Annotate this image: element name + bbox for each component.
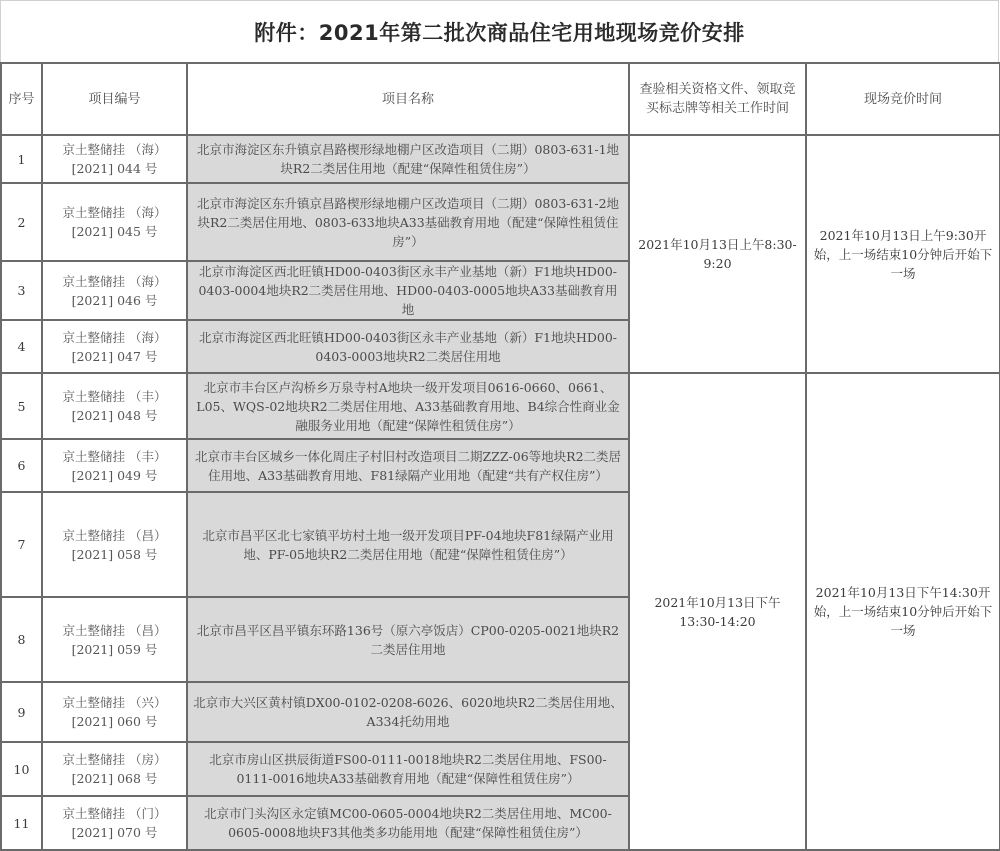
row-code xyxy=(42,597,187,682)
header-seq: 序号 xyxy=(1,63,42,135)
row-name: 北京市海淀区东升镇京昌路楔形绿地棚户区改造项目（二期）0803-631-1地块R2二类居住用地（配建“保障性租赁住房”） xyxy=(187,135,629,183)
row-code xyxy=(42,183,187,261)
code-line1: 京土整储挂 （昌） xyxy=(62,527,167,543)
code-line2: [2021] 060 号 xyxy=(71,714,158,729)
row-seq: 3 xyxy=(1,261,42,320)
code-line2: [2021] 058 号 xyxy=(71,546,158,562)
row-seq: 7 xyxy=(1,492,42,597)
row-name: 北京市大兴区黄村镇DX00-0102-0208-6026、6020地块R2二类居住用地、A334托幼用地 xyxy=(187,682,629,742)
row-code xyxy=(42,742,187,796)
row-name: 北京市海淀区西北旺镇HD00-0403街区永丰产业基地（新）F1地块HD00-0403-0003地块R2二类居住用地 xyxy=(187,320,629,373)
row-code xyxy=(42,796,187,850)
bid-time-group-2: 2021年10月13日下午14:30开始，上一场结束10分钟后开始下一场 xyxy=(806,373,1000,850)
row-name: 北京市门头沟区永定镇MC00-0605-0004地块R2二类居住用地、MC00-0605-0008地块F3其他类多功能用地（配建“保障性租赁住房”） xyxy=(187,796,629,850)
row-name: 北京市昌平区北七家镇平坊村土地一级开发项目PF-04地块F81绿隔产业用地、PF-05地块R2二类居住用地（配建“保障性租赁住房”） xyxy=(187,492,629,597)
header-check-time: 查验相关资格文件、领取竞买标志牌等相关工作时间 xyxy=(629,63,806,135)
code-line2: [2021] 048 号 xyxy=(71,408,158,423)
auction-schedule-table xyxy=(0,62,1000,851)
code-line2: [2021] 068 号 xyxy=(71,771,158,786)
row-name: 北京市房山区拱辰街道FS00-0111-0018地块R2二类居住用地、FS00-0111-0016地块A33基础教育用地（配建“保障性租赁住房”） xyxy=(187,742,629,796)
header-name: 项目名称 xyxy=(187,63,629,135)
code-line2: [2021] 049 号 xyxy=(71,467,158,483)
row-code xyxy=(42,320,187,373)
code-line2: [2021] 059 号 xyxy=(71,641,158,657)
row-code xyxy=(42,682,187,742)
row-seq: 6 xyxy=(1,439,42,492)
row-seq: 4 xyxy=(1,320,42,373)
code-line1: 京土整储挂 （丰） xyxy=(62,448,167,464)
document-title-area xyxy=(0,0,999,63)
table-row xyxy=(1,373,1000,439)
row-seq: 8 xyxy=(1,597,42,682)
row-name: 北京市丰台区卢沟桥乡万泉寺村A地块一级开发项目0616-0660、0661、L05、WQS-02地块R2二类居住用地、A33基础教育用地、B4综合性商业金融服务业用地（配建“保障性租赁住房”） xyxy=(187,373,629,439)
code-line1: 京土整储挂 （丰） xyxy=(62,389,167,404)
row-seq: 11 xyxy=(1,796,42,850)
code-line1: 京土整储挂 （海） xyxy=(62,273,167,289)
code-line2: [2021] 045 号 xyxy=(71,224,158,239)
bid-time-group-1: 2021年10月13日上午9:30开始，上一场结束10分钟后开始下一场 xyxy=(806,135,1000,373)
code-line1: 京土整储挂 （海） xyxy=(62,329,167,345)
code-line1: 京土整储挂 （兴） xyxy=(62,695,167,710)
table-row xyxy=(1,135,1000,183)
row-name: 北京市丰台区城乡一体化周庄子村旧村改造项目二期ZZZ-06等地块R2二类居住用地、A33基础教育用地、F81绿隔产业用地（配建“共有产权住房”） xyxy=(187,439,629,492)
code-line1: 京土整储挂 （海） xyxy=(62,205,167,220)
row-name: 北京市海淀区东升镇京昌路楔形绿地棚户区改造项目（二期）0803-631-2地块R2二类居住用地、0803-633地块A33基础教育用地（配建“保障性租赁住房”） xyxy=(187,183,629,261)
row-seq: 9 xyxy=(1,682,42,742)
check-time-group-2: 2021年10月13日下午 13:30-14:20 xyxy=(629,373,806,850)
row-code xyxy=(42,135,187,183)
row-seq: 1 xyxy=(1,135,42,183)
row-seq: 2 xyxy=(1,183,42,261)
document-title: 附件：2021年第二批次商品住宅用地现场竞价安排 xyxy=(254,21,745,45)
code-line2: [2021] 046 号 xyxy=(71,292,158,308)
row-seq: 5 xyxy=(1,373,42,439)
row-code xyxy=(42,261,187,320)
row-code xyxy=(42,492,187,597)
header-bid-time: 现场竞价时间 xyxy=(806,63,1000,135)
code-line2: [2021] 047 号 xyxy=(71,348,158,364)
row-seq: 10 xyxy=(1,742,42,796)
code-line1: 京土整储挂 （房） xyxy=(62,752,167,767)
check-time-group-1: 2021年10月13日上午8:30-9:20 xyxy=(629,135,806,373)
code-line2: [2021] 044 号 xyxy=(71,161,158,176)
header-row xyxy=(1,63,1000,135)
row-name: 北京市海淀区西北旺镇HD00-0403街区永丰产业基地（新）F1地块HD00-0403-0004地块R2二类居住用地、HD00-0403-0005地块A33基础教育用地 xyxy=(187,261,629,320)
row-code xyxy=(42,373,187,439)
row-name: 北京市昌平区昌平镇东环路136号（原六亭饭店）CP00-0205-0021地块R2二类居住用地 xyxy=(187,597,629,682)
code-line1: 京土整储挂 （门） xyxy=(62,806,167,821)
row-code xyxy=(42,439,187,492)
code-line1: 京土整储挂 （海） xyxy=(62,142,167,157)
header-code: 项目编号 xyxy=(42,63,187,135)
code-line2: [2021] 070 号 xyxy=(71,825,158,840)
code-line1: 京土整储挂 （昌） xyxy=(62,622,167,638)
